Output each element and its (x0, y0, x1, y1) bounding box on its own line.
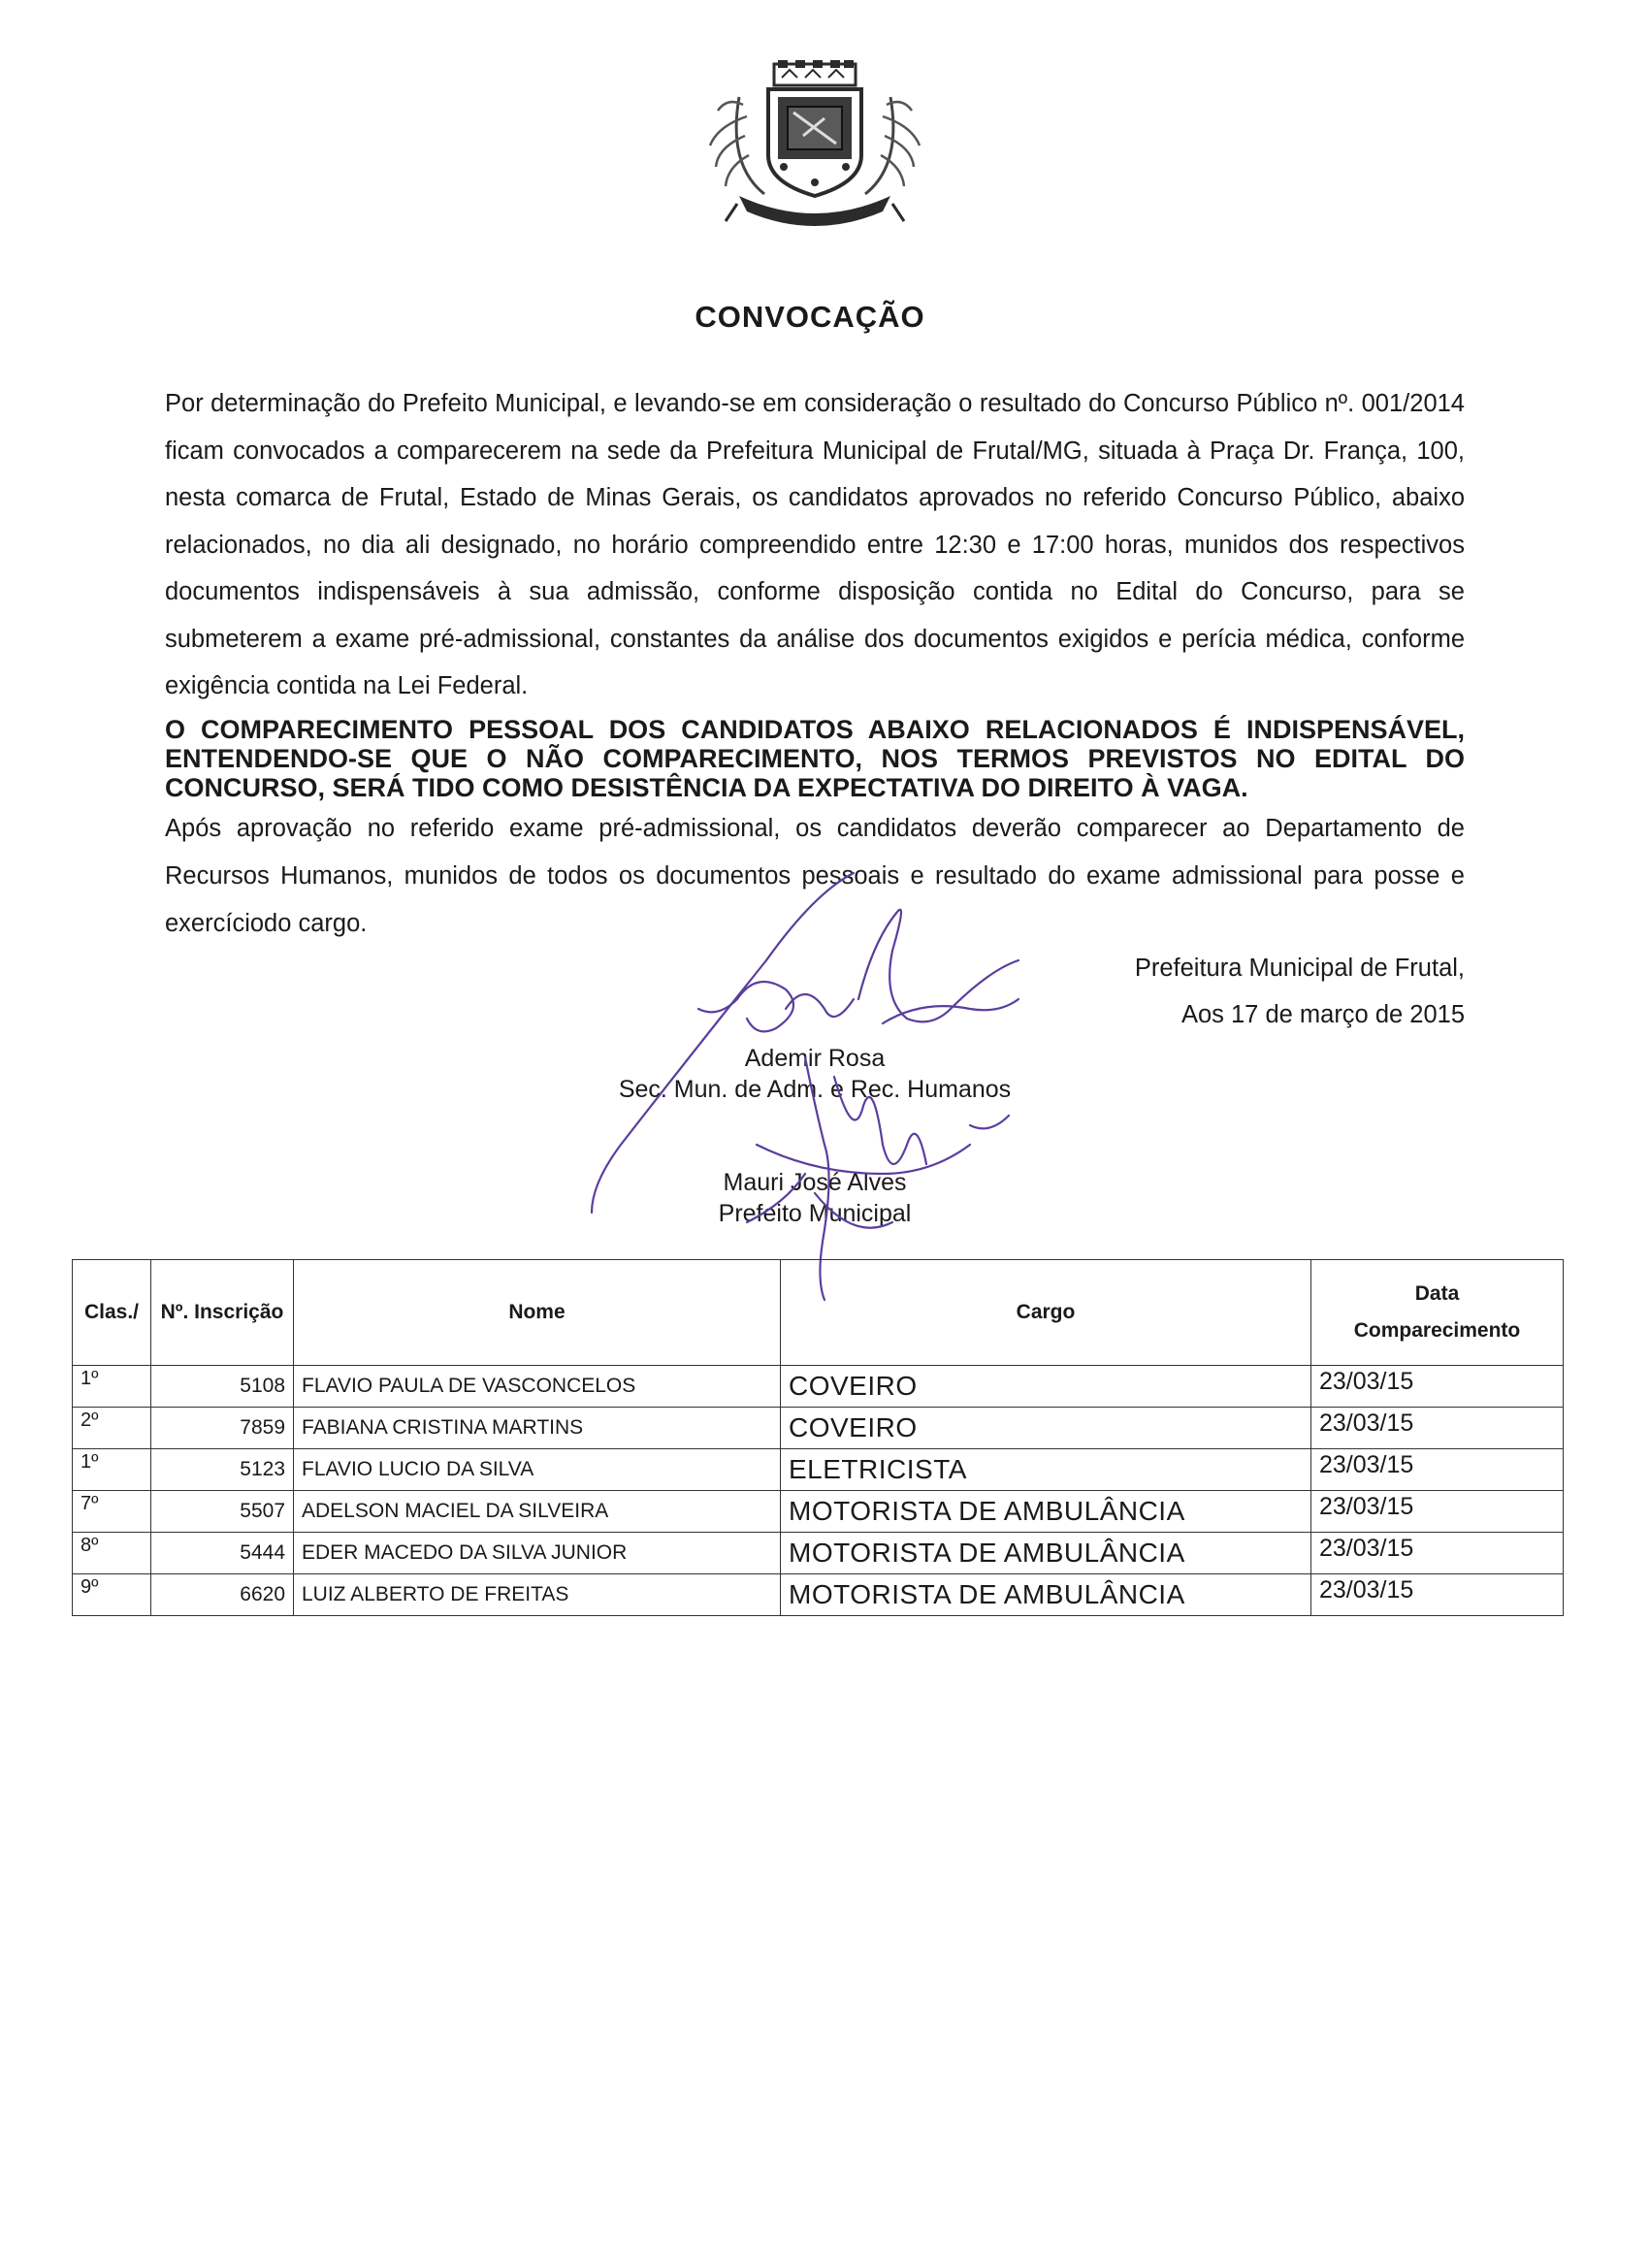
cell-inscricao: 6620 (151, 1574, 294, 1616)
attendance-notice: O COMPARECIMENTO PESSOAL DOS CANDIDATOS ABAIXO RELACIONADOS É INDISPENSÁVEL, ENTENDENDO-SE QUE O NÃO COMPARECIMENTO, NOS TERMOS PREVISTOS NO EDITAL DO CONCURSO, SERÁ TIDO COMO DESISTÊNCIA DA EXPECTATIVA DO DIREITO À VAGA. (165, 715, 1465, 802)
cell-cargo: MOTORISTA DE AMBULÂNCIA (781, 1491, 1311, 1533)
cell-clas: 1º (73, 1366, 151, 1408)
convocation-paragraph: Por determinação do Prefeito Municipal, e levando-se em consideração o resultado do Concurso Público nº. 001/2014 ficam convocados a comparecerem na sede da Prefeitura Municipal de Frutal/MG, situada à Praça Dr. França, 100, nesta comarca de Frutal, Estado de Minas Gerais, os candidatos aprovados no referido Concurso Público, abaixo relacionados, no dia ali designado, no horário compreendido entre 12:30 e 17:00 horas, munidos dos respectivos documentos indispensáveis à sua admissão, conforme disposição contida no Edital do Concurso, para se submeterem a exame pré-admissional, constantes da análise dos documentos exigidos e perícia médica, conforme exigência contida na Lei Federal. (165, 390, 1465, 699)
header-nome: Nome (294, 1260, 781, 1366)
cell-cargo: MOTORISTA DE AMBULÂNCIA (781, 1533, 1311, 1574)
cell-cargo: COVEIRO (781, 1408, 1311, 1449)
cell-clas: 9º (73, 1574, 151, 1616)
signatory-role: Prefeito Municipal (718, 1200, 912, 1227)
cell-inscricao: 5108 (151, 1366, 294, 1408)
cell-cargo: MOTORISTA DE AMBULÂNCIA (781, 1574, 1311, 1616)
cell-cargo: ELETRICISTA (781, 1449, 1311, 1491)
admission-paragraph: Após aprovação no referido exame pré-admissional, os candidatos deverão comparecer ao Departamento de Recursos Humanos, munidos de todos os documentos pessoais e resultado do exame admissional para posse e exercíciodo cargo. (165, 815, 1465, 937)
cell-data: 23/03/15 (1311, 1533, 1564, 1574)
table-row (73, 1533, 1564, 1574)
signatory-name: Ademir Rosa (744, 1045, 886, 1072)
place-line: Prefeitura Municipal de Frutal, (1134, 955, 1465, 982)
cell-inscricao: 5123 (151, 1449, 294, 1491)
cell-clas: 7º (73, 1491, 151, 1533)
signatory-secretary (582, 1043, 1048, 1105)
table-row (73, 1449, 1564, 1491)
cell-data: 23/03/15 (1311, 1366, 1564, 1408)
cell-nome: EDER MACEDO DA SILVA JUNIOR (294, 1533, 781, 1574)
table-row (73, 1366, 1564, 1408)
cell-inscricao: 7859 (151, 1408, 294, 1449)
cell-clas: 2º (73, 1408, 151, 1449)
header-cargo: Cargo (781, 1260, 1311, 1366)
date-line: Aos 17 de março de 2015 (1180, 1001, 1465, 1028)
cell-data: 23/03/15 (1311, 1449, 1564, 1491)
header-inscricao: Nº. Inscrição (151, 1260, 294, 1366)
candidates-table (72, 1259, 1564, 1616)
cell-nome: ADELSON MACIEL DA SILVEIRA (294, 1491, 781, 1533)
header-data-line1: Data (1414, 1282, 1460, 1305)
cell-nome: FLAVIO LUCIO DA SILVA (294, 1449, 781, 1491)
cell-inscricao: 5444 (151, 1533, 294, 1574)
cell-nome: FABIANA CRISTINA MARTINS (294, 1408, 781, 1449)
cell-cargo: COVEIRO (781, 1366, 1311, 1408)
municipal-crest-icon (689, 58, 941, 233)
table-row (73, 1408, 1564, 1449)
table-row (73, 1491, 1564, 1533)
cell-clas: 8º (73, 1533, 151, 1574)
document-title: CONVOCAÇÃO (695, 299, 925, 334)
cell-data: 23/03/15 (1311, 1491, 1564, 1533)
header-data-line2: Comparecimento (1353, 1319, 1521, 1342)
place-date-block (1135, 945, 1465, 1038)
cell-nome: FLAVIO PAULA DE VASCONCELOS (294, 1366, 781, 1408)
cell-data: 23/03/15 (1311, 1574, 1564, 1616)
signatory-name: Mauri José Alves (723, 1169, 907, 1196)
table-row (73, 1574, 1564, 1616)
table-header-row (73, 1260, 1564, 1366)
signatory-role: Sec. Mun. de Adm. e Rec. Humanos (618, 1076, 1012, 1103)
cell-inscricao: 5507 (151, 1491, 294, 1533)
header-data (1311, 1260, 1564, 1366)
cell-clas: 1º (73, 1449, 151, 1491)
signatory-mayor (621, 1167, 1009, 1229)
cell-nome: LUIZ ALBERTO DE FREITAS (294, 1574, 781, 1616)
header-clas: Clas./ (73, 1260, 151, 1366)
cell-data: 23/03/15 (1311, 1408, 1564, 1449)
